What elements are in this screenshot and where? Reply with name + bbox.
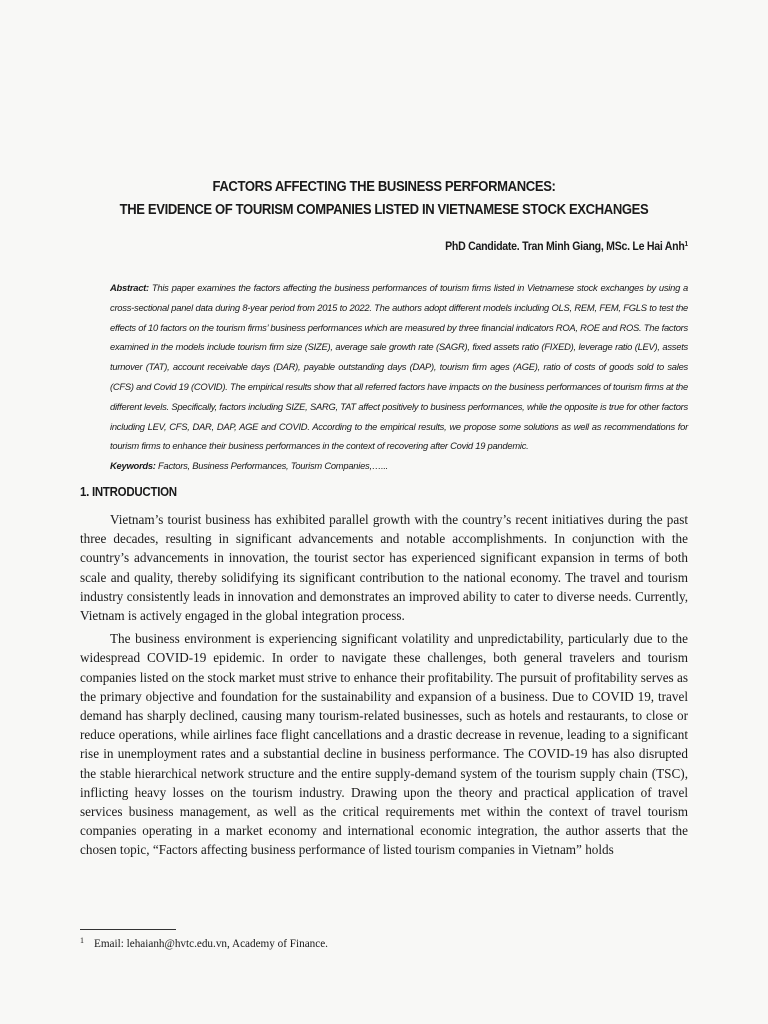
footnote-number: 1 xyxy=(80,936,84,945)
paragraph: Vietnam’s tourist business has exhibited parallel growth with the country’s recent initiatives during the past three decades, resulting in significant advancements and notable accomplishments. In conjunction with the country’s advancements in innovation, the tourist sector has experienced significant expansion in terms of both scale and quality, thereby solidifying its significant contribution to the national economy. The travel and tourism industry consistently leads in innovation and demonstrates an improved ability to cater to diverse needs. Currently, Vietnam is actively engaged in the global integration process. xyxy=(80,512,688,624)
paragraph: The business environment is experiencing significant volatility and unpredictability, particularly due to the widespread COVID-19 epidemic. In order to navigate these challenges, both general travelers and tourism companies listed on the stock market must strive to enhance their profitability. The pursuit of profitability serves as the primary objective and foundation for the sustainability and expansion of a business. Due to COVID 19, travel demand has sharply declined, causing many tourism-related businesses, such as hotels and restaurants, to close or reduce operations, while airlines face flight cancellations and a drastic decrease in revenue, leading to a significant rise in unemployment rates and a substantial decline in business performance. The COVID-19 has also disrupted the stable hierarchical network structure and the entire supply-demand system of the tourism supply chain (TSC), inflicting heavy losses on the tourism industry. Drawing upon the theory and practical application of travel services business management, as well as the critical requirements met within the context of travel tourism companies operating in a market economy and international economic integration, the author asserts that the chosen topic, “Factors affecting business performance of listed tourism companies in Vietnam” holds xyxy=(80,631,688,858)
footnote-text: Email: lehaianh@hvtc.edu.vn, Academy of Finance. xyxy=(94,938,328,950)
keywords-text: Factors, Business Performances, Tourism Companies,…... xyxy=(158,460,389,471)
footnote xyxy=(80,936,328,950)
footnote-divider xyxy=(80,929,176,930)
abstract-text: This paper examines the factors affecting the business performances of tourism firms listed in Vietnamese stock exchanges by using a cross-sectional panel data during 8-year period from 2015 to 2022. The authors adopt different models including OLS, REM, FEM, FGLS to test the effects of 10 factors on the tourism firms’ business performances which are measured by three financial indicators ROA, ROE and ROS. The factors examined in the models include tourism firm size (SIZE), average sale growth rate (SAGR), fixed assets ratio (FIXED), leverage ratio (LEV), assets turnover (TAT), account receivable days (DAR), payable outstanding days (DAP), tourism firm ages (AGE), ratio of costs of goods sold to sales (CFS) and Covid 19 (COVID). The empirical results show that all referred factors have impacts on the business performances of tourism firms at the different levels. Specifically, factors including SIZE, SARG, TAT affect positively to business performances, while the opposite is true for other factors including LEV, CFS, DAR, DAP, AGE and COVID. According to the empirical results, we propose some solutions as well as recommendations for tourism firms to enhance their business performances in the context of recovering after Covid 19 pandemic. xyxy=(110,282,688,452)
author-footnote-marker: 1 xyxy=(684,241,688,248)
keywords xyxy=(110,460,688,471)
abstract-label: Abstract: xyxy=(110,282,149,293)
keywords-label: Keywords: xyxy=(110,460,156,471)
author-line xyxy=(445,241,688,253)
section-heading: 1. INTRODUCTION xyxy=(80,485,177,499)
author-names: PhD Candidate. Tran Minh Giang, MSc. Le Hai Anh xyxy=(445,241,685,253)
abstract xyxy=(110,278,688,456)
paper-title-line-1: FACTORS AFFECTING THE BUSINESS PERFORMANCES: xyxy=(212,179,556,195)
section-body xyxy=(80,510,688,864)
paper-title xyxy=(110,176,657,222)
paper-title-line-2: THE EVIDENCE OF TOURISM COMPANIES LISTED IN VIETNAMESE STOCK EXCHANGES xyxy=(119,202,649,218)
